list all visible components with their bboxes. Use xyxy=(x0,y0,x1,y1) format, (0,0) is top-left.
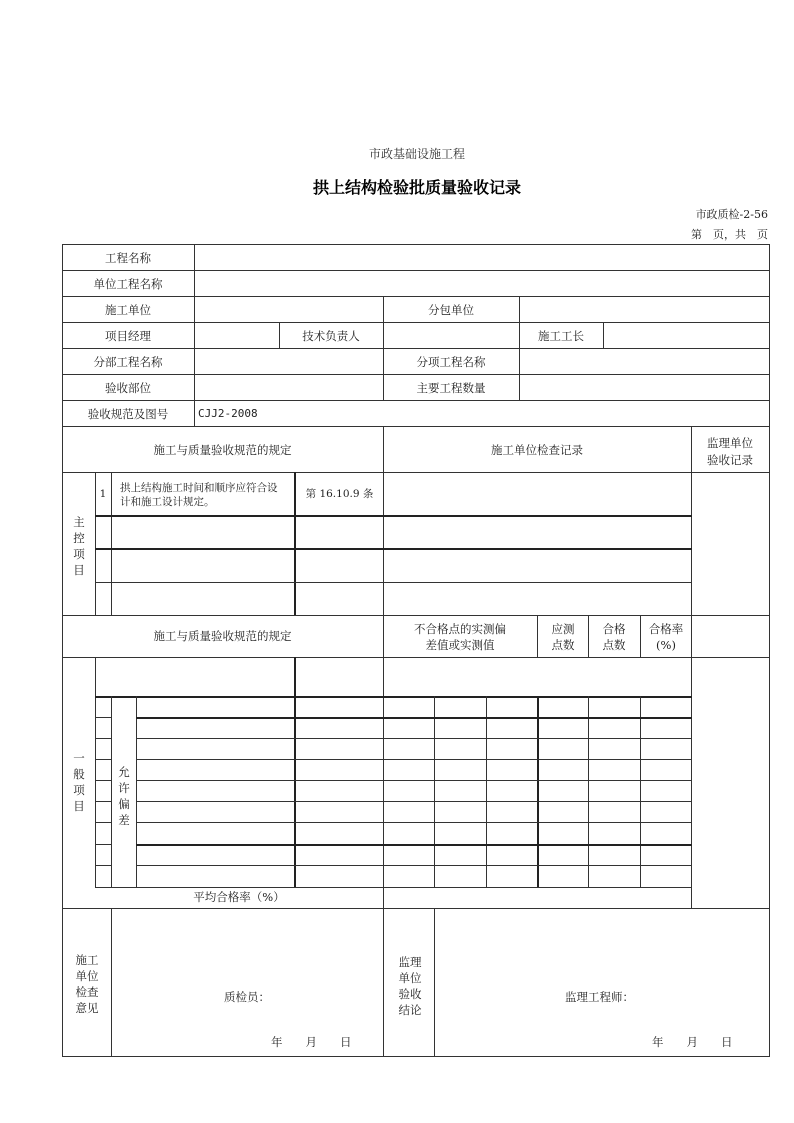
document-subtitle: 市政基础设施工程 xyxy=(368,147,465,161)
general-col-measured: 不合格点的实测偏差值或实测值 xyxy=(414,622,506,653)
spec-value: CJJ2-2008 xyxy=(198,407,258,420)
label-main-quantity: 主要工程数量 xyxy=(416,381,486,395)
label-item-name: 分项工程名称 xyxy=(416,355,486,369)
general-col-rate: 合格率(%) xyxy=(648,622,684,653)
label-project-manager: 项目经理 xyxy=(105,329,151,343)
main-col-supervisor: 监理单位验收记录 xyxy=(707,436,753,467)
main-col-record: 施工单位检查记录 xyxy=(491,443,583,457)
engineer-label: 监理工程师： xyxy=(565,990,634,1004)
date-right: 年 月 日 xyxy=(652,1035,733,1049)
page-info: 第 页，共 页 xyxy=(691,228,768,241)
item1-number: 1 xyxy=(99,488,107,500)
label-tech-lead: 技术负责人 xyxy=(302,329,360,343)
general-col-spec: 施工与质量验收规范的规定 xyxy=(153,629,292,643)
construction-opinion-label: 施工单位检查意见 xyxy=(75,953,99,1016)
label-site-foreman: 施工工长 xyxy=(538,329,584,343)
label-spec: 验收规范及图号 xyxy=(87,407,169,421)
item1-ref: 第 16.10.9 条 xyxy=(305,488,374,500)
general-col-pass: 合格点数 xyxy=(602,622,626,653)
label-division-name: 分部工程名称 xyxy=(93,355,163,369)
inspector-label: 质检员： xyxy=(224,990,270,1004)
document-title: 拱上结构检验批质量验收记录 xyxy=(312,178,521,197)
general-col-should: 应测点数 xyxy=(551,622,575,653)
label-subcontractor: 分包单位 xyxy=(428,303,474,317)
label-construction-unit: 施工单位 xyxy=(105,303,151,317)
label-acceptance-part: 验收部位 xyxy=(105,381,151,395)
date-left: 年 月 日 xyxy=(271,1035,352,1049)
tolerance-label: 允许偏差 xyxy=(118,765,130,828)
label-unit-project-name: 单位工程名称 xyxy=(93,277,163,291)
supervisor-conclusion-label: 监理单位验收结论 xyxy=(398,955,422,1018)
label-project-name: 工程名称 xyxy=(105,251,151,265)
general-side-label: 一般项目 xyxy=(73,751,85,814)
item1-text: 拱上结构施工时间和顺序应符合设计和施工设计规定。 xyxy=(120,482,278,509)
avg-pass-rate: 平均合格率（%） xyxy=(193,890,285,904)
form-code: 市政质检-2-56 xyxy=(695,208,768,221)
main-side-label: 主控项目 xyxy=(73,515,85,578)
main-col-spec: 施工与质量验收规范的规定 xyxy=(153,443,292,457)
